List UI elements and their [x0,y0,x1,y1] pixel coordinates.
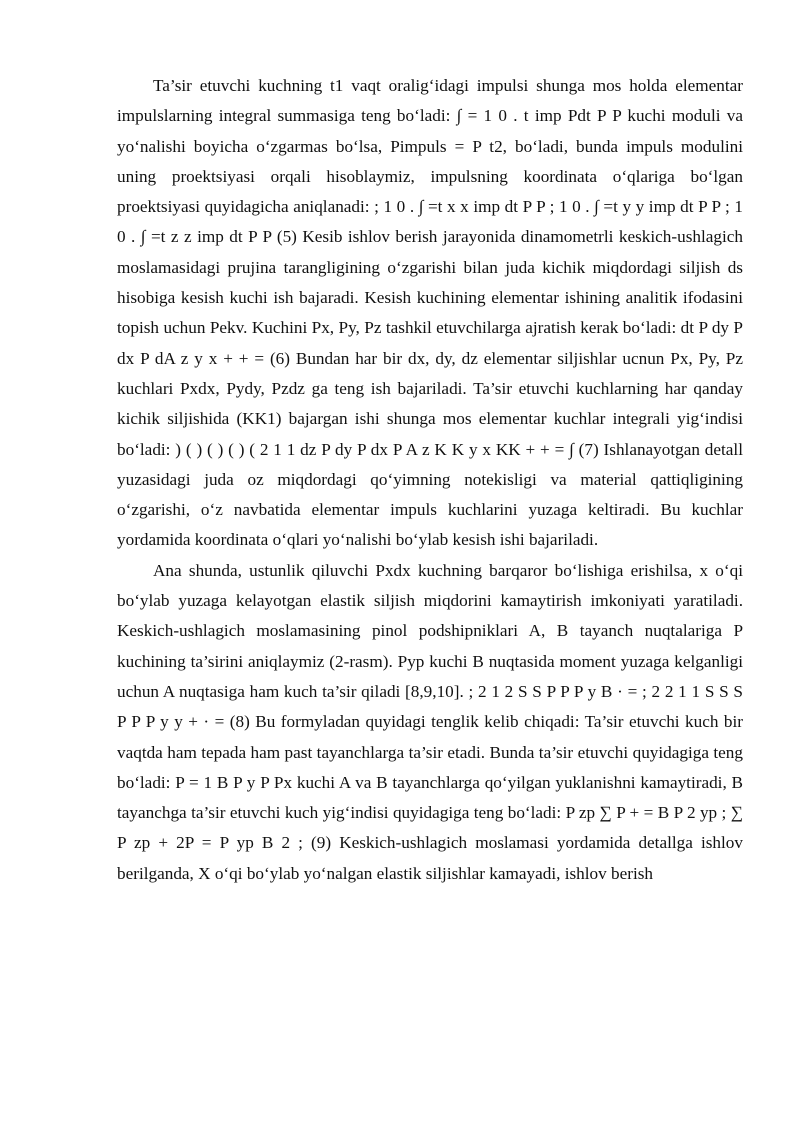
paragraph-2: Ana shunda, ustunlik qiluvchi Pxdx kuchning barqaror bo‘lishiga erishilsa, x o‘qi bo‘ylab yuzaga kelayotgan elastik siljish miqdorini kamaytirish imkoniyati yaratiladi. Keskich-ushlagich moslamasining pinol podshipniklari A, B tayanch nuqtalariga P kuchining ta’sirini aniqlaymiz (2-rasm). Pyp kuchi B nuqtasida moment yuzaga kelganligi uchun A nuqtasiga ham kuch ta’sir qiladi [8,9,10]. ; 2 1 2 S S P P P y B · = ; 2 2 1 1 S S S P P P y y + · = (8) Bu formyladan quyidagi tenglik kelib chiqadi: Ta’sir etuvchi kuch bir vaqtda ham tepada ham past tayanchlarga ta’sir etadi. Bunda ta’sir etuvchi quyidagiga teng bo‘ladi: P = 1 B P y P Px kuchi A va B tayanchlarga qo‘yilgan yuklanishni kamaytiradi, B tayanchga ta’sir etuvchi kuch yig‘indisi quyidagiga teng bo‘ladi: P zp ∑ P + = B P 2 yp ; ∑ P zp + 2P = P yp B 2 ; (9) Keskich-ushlagich moslamasi yordamida detallga ishlov berilganda, X o‘qi bo‘ylab yo‘nalgan elastik siljishlar kamayadi, ishlov berish [117,560,743,883]
body-text [117,71,743,889]
paragraph-1: Ta’sir etuvchi kuchning t1 vaqt oralig‘idagi impulsi shunga mos holda elementar impulslarning integral summasiga teng bo‘ladi: ∫ = 1 0 . t imp Pdt P P kuchi moduli va yo‘nalishi boyicha o‘zgarmas bo‘lsa, Pimpuls = P t2, bo‘ladi, bunda impuls modulini uning proektsiyasi orqali hisoblaymiz, impulsning koordinata o‘qlariga bo‘lgan proektsiyasi quyidagicha aniqlanadi: ; 1 0 . ∫ =t x x imp dt P P ; 1 0 . ∫ =t y y imp dt P P ; 1 0 . ∫ =t z z imp dt P P (5) Kesib ishlov berish jarayonida dinamometrli keskich-ushlagich moslamasidagi prujina tarangligining o‘zgarishi bilan juda kichik miqdordagi siljish ds hisobiga kesish kuchi ish bajaradi. Kesish kuchining elementar ishining analitik ifodasini topish uchun Pekv. Kuchini Px, Py, Pz tashkil etuvchilarga ajratish kerak bo‘ladi: dt P dy P dx P dA z y x + + = (6) Bundan har bir dx, dy, dz elementar siljishlar ucnun Px, Py, Pz kuchlari Pxdx, Pydy, Pzdz ga teng ish bajariladi. Ta’sir etuvchi kuchlarning har qanday kichik siljishida (KK1) bajargan ishi shunga mos elementar kuchlar integrali yig‘indisi bo‘ladi: ) ( ) ( ) ( ) ( 2 1 1 dz P dy P dx P A z K K y x KK + + = ∫ (7) Ishlanayotgan detall yuzasidagi juda oz miqdordagi qo‘yimning notekisligi va material qattiqligining o‘zgarishi, o‘z navbatida elementar impuls kuchlarini yuzaga keltiradi. Bu kuchlar yordamida koordinata o‘qlari yo‘nalishi bo‘ylab kesish ishi bajariladi. [117,76,743,550]
